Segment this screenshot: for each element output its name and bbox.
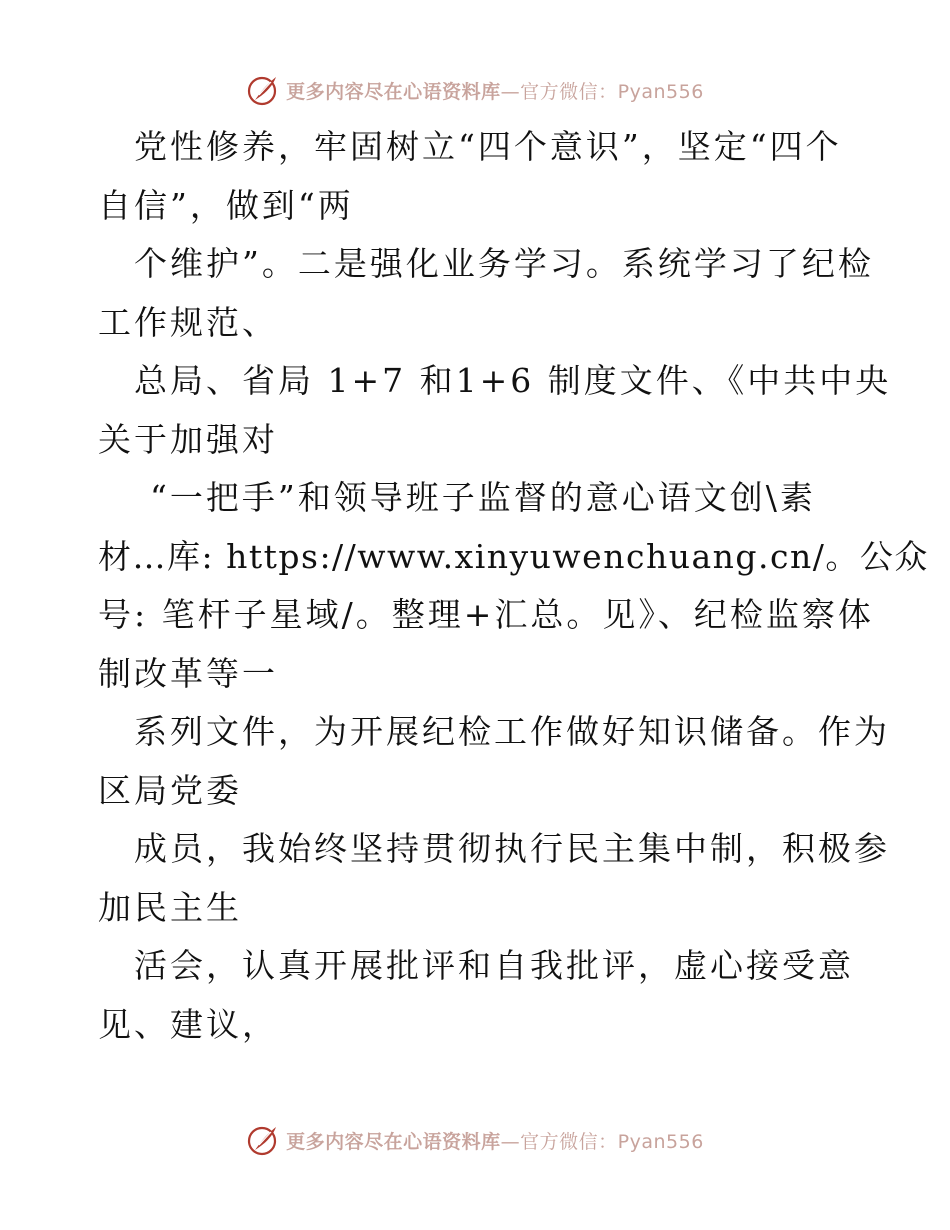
footer-contact-text: —官方微信：Pyan556 xyxy=(500,1130,704,1153)
text-line: 工作规范、 xyxy=(98,302,278,342)
header-contact-text: —官方微信：Pyan556 xyxy=(500,80,704,103)
header-watermark-banner xyxy=(0,70,950,110)
text-line: 个维护”。二是强化业务学习。系统学习了纪检 xyxy=(134,244,874,283)
text-line: 号: 笔杆子星域/。整理+汇总。见》、纪检监察体 xyxy=(98,595,874,634)
quill-pen-logo-icon xyxy=(246,1123,280,1157)
document-body xyxy=(98,118,929,1054)
text-line: 党性修养，牢固树立“四个意识”，坚定“四个 xyxy=(134,127,842,166)
footer-watermark-banner xyxy=(0,1120,950,1160)
text-line: 总局、省局 1+7 和1+6 制度文件、《中共中央 xyxy=(134,361,892,400)
text-line: “一把手”和领导班子监督的意心语文创\素 xyxy=(150,478,816,517)
text-line: 加民主生 xyxy=(98,887,242,927)
text-line: 材…库: https://www.xinyuwenchuang.cn/。公众 xyxy=(98,536,929,576)
header-site-text: 更多内容尽在心语资料库 xyxy=(286,80,501,103)
quill-pen-logo-icon xyxy=(246,73,280,107)
text-line: 制改革等一 xyxy=(98,653,278,693)
text-line: 见、建议， xyxy=(98,1004,278,1044)
footer-site-text: 更多内容尽在心语资料库 xyxy=(286,1130,501,1153)
text-line: 活会，认真开展批评和自我批评，虚心接受意 xyxy=(134,946,854,985)
text-line: 成员，我始终坚持贯彻执行民主集中制，积极参 xyxy=(134,829,890,868)
text-line: 自信”，做到“两 xyxy=(98,185,354,225)
text-line: 关于加强对 xyxy=(98,419,278,459)
text-line: 区局党委 xyxy=(98,770,242,810)
text-line: 系列文件，为开展纪检工作做好知识储备。作为 xyxy=(134,712,890,751)
